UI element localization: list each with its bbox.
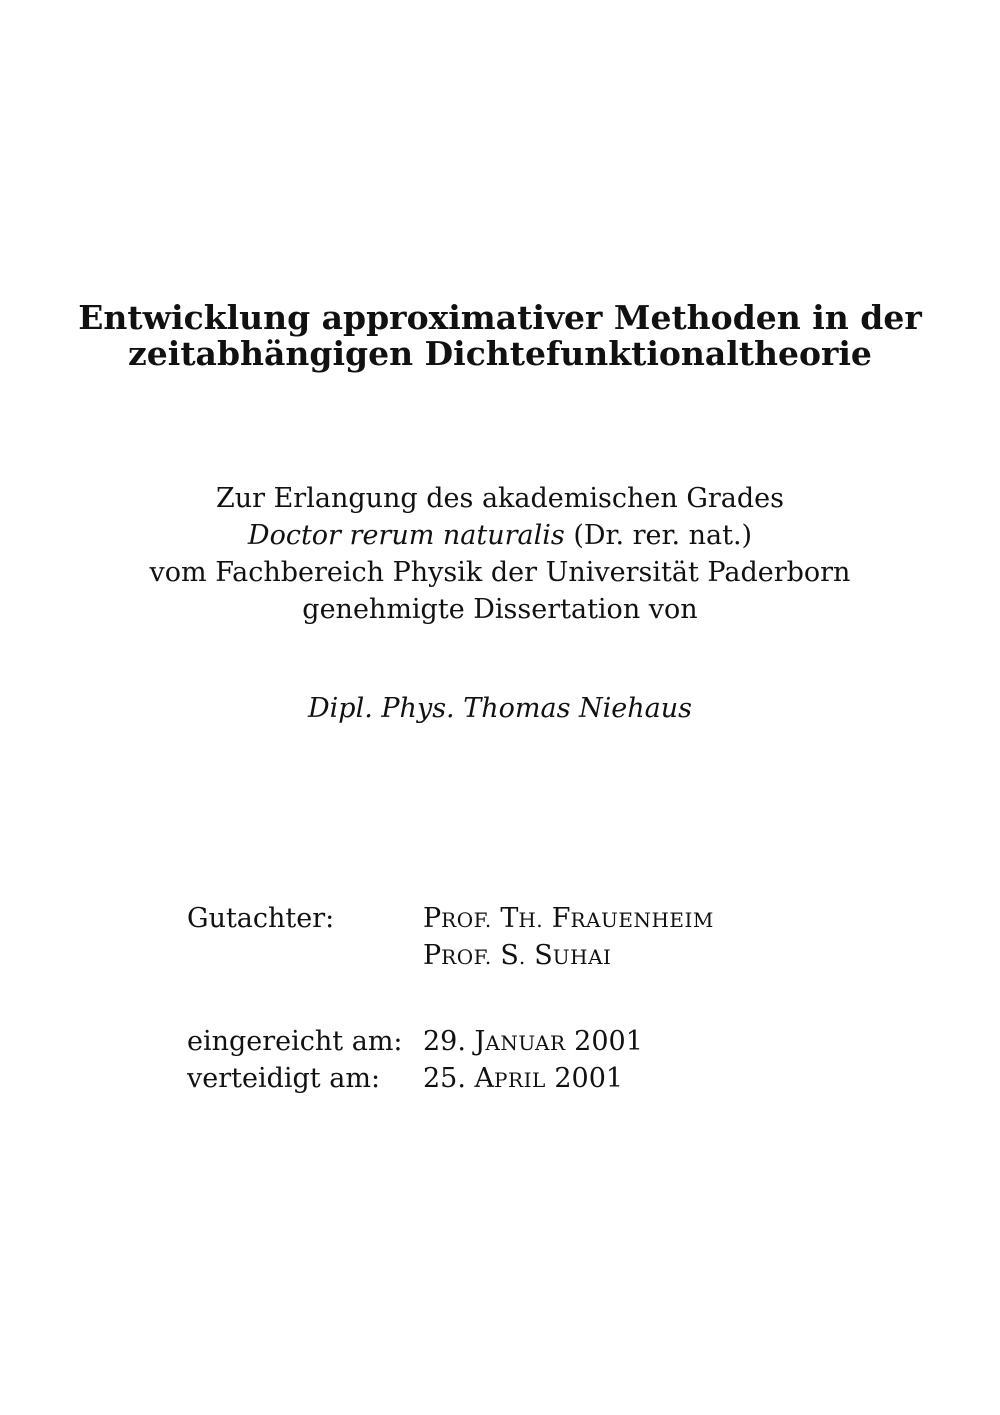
author-name: Dipl. Phys. Thomas Niehaus: [308, 693, 692, 724]
reviewer-name: PROF. TH. FRAUENHEIM: [423, 903, 714, 934]
reviewer-name: PROF. S. SUHAI: [423, 940, 612, 971]
title-line-1: Entwicklung approximativer Methoden in der: [78, 298, 922, 337]
degree-line-3: vom Fachbereich Physik der Universität Paderborn: [149, 557, 851, 588]
degree-name-italic: Doctor rerum naturalis: [247, 520, 565, 551]
reviewers-label: Gutachter:: [187, 903, 335, 934]
degree-line-4: genehmigte Dissertation von: [302, 594, 698, 625]
defended-date: 25. APRIL 2001: [423, 1063, 624, 1094]
defended-label: verteidigt am:: [187, 1063, 381, 1094]
reviewer-row: [187, 937, 714, 974]
submitted-label: eingereicht am:: [187, 1026, 403, 1057]
degree-line-1: Zur Erlangung des akademischen Grades: [215, 483, 785, 514]
degree-line-2: [0, 517, 1000, 554]
reviewers-section: [187, 900, 714, 974]
dates-section: [187, 1023, 643, 1097]
degree-abbreviation: (Dr. rer. nat.): [564, 520, 753, 551]
title-line-2: zeitabhängigen Dichtefunktionaltheorie: [128, 334, 872, 373]
reviewer-row: [187, 900, 714, 937]
submitted-row: [187, 1023, 643, 1060]
submitted-date: 29. JANUAR 2001: [423, 1026, 643, 1057]
defended-row: [187, 1060, 643, 1097]
degree-statement: [0, 480, 1000, 628]
thesis-title: [0, 300, 1000, 372]
